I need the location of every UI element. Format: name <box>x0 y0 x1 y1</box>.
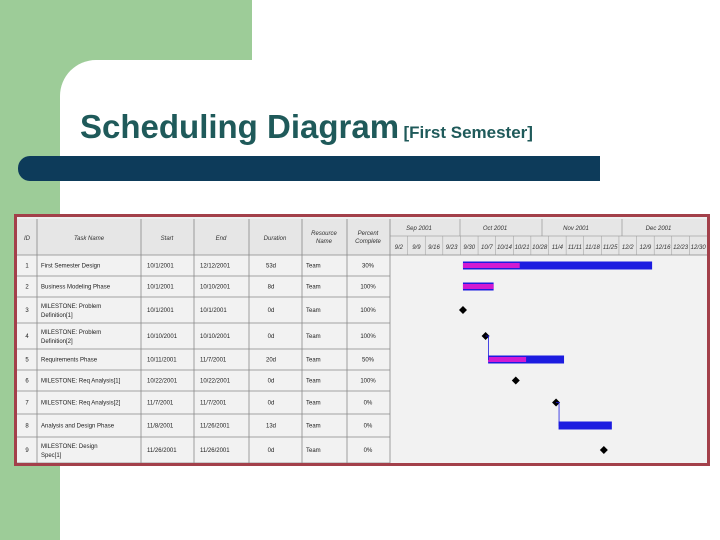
week-label: 11/18 <box>585 245 600 251</box>
row-id: 3 <box>25 308 29 314</box>
task-percent: 100% <box>360 308 376 314</box>
task-percent: 100% <box>360 284 376 291</box>
task-duration: 13d <box>265 423 277 430</box>
task-end: 10/22/2001 <box>200 378 231 385</box>
task-name: Business Modeling Phase <box>41 284 111 291</box>
week-label: 12/9 <box>639 245 652 251</box>
task-duration: 0d <box>267 378 275 385</box>
week-label: 9/2 <box>394 245 403 251</box>
task-start: 10/11/2001 <box>147 357 177 364</box>
row-id: 2 <box>25 284 29 291</box>
week-label: 11/11 <box>567 245 582 251</box>
week-label: 12/16 <box>655 245 671 251</box>
task-percent: 50% <box>361 357 375 364</box>
row-id: 7 <box>25 400 29 407</box>
task-name: Requirements Phase <box>41 357 98 364</box>
task-duration: 0d <box>267 448 275 454</box>
task-resource: Team <box>306 423 321 430</box>
title-sub: [First Semester] <box>403 123 533 142</box>
month-label: Dec 2001 <box>645 226 672 232</box>
task-bar <box>559 422 612 430</box>
row-id: 1 <box>25 263 29 270</box>
week-label: 9/16 <box>428 245 440 251</box>
task-name: MILESTONE: Problem <box>41 304 102 310</box>
task-percent: 100% <box>360 378 376 385</box>
week-label: 10/28 <box>532 245 548 251</box>
task-start: 10/1/2001 <box>147 308 174 314</box>
column-header: Task Name <box>73 236 105 242</box>
week-label: 11/25 <box>602 245 618 251</box>
task-start: 11/7/2001 <box>147 400 174 407</box>
title-underline-bar <box>18 156 600 181</box>
column-header: ID <box>24 236 30 242</box>
task-end: 11/7/2001 <box>200 357 227 364</box>
week-label: 10/21 <box>514 245 530 251</box>
task-start: 10/1/2001 <box>147 263 174 270</box>
title-main: Scheduling Diagram <box>80 108 400 145</box>
task-end: 11/7/2001 <box>200 400 227 407</box>
column-header: Duration <box>263 236 287 242</box>
task-name: Definition[1] <box>41 313 73 319</box>
week-label: 12/30 <box>690 245 706 251</box>
task-resource: Team <box>306 448 321 454</box>
row-id: 9 <box>25 448 29 454</box>
column-header: Percent <box>357 231 379 237</box>
task-start: 10/10/2001 <box>147 334 178 340</box>
task-start: 11/26/2001 <box>147 448 177 454</box>
task-resource: Team <box>306 308 321 314</box>
task-start: 10/1/2001 <box>147 284 174 291</box>
task-start: 10/22/2001 <box>147 378 178 385</box>
task-end: 12/12/2001 <box>200 263 231 270</box>
month-label: Sep 2001 <box>406 226 432 232</box>
gantt-svg <box>17 217 707 463</box>
task-end: 10/1/2001 <box>200 308 227 314</box>
task-resource: Team <box>306 263 321 270</box>
task-name: MILESTONE: Req Analysis[2] <box>41 400 121 407</box>
task-duration: 53d <box>265 263 277 270</box>
column-header: Resource <box>311 231 337 237</box>
row-id: 4 <box>25 334 29 340</box>
task-duration: 0d <box>267 334 275 340</box>
column-header: Start <box>160 236 174 242</box>
task-resource: Team <box>306 357 321 364</box>
month-label: Oct 2001 <box>482 226 508 232</box>
task-duration: 0d <box>267 308 275 314</box>
task-resource: Team <box>306 334 321 340</box>
week-label: 10/7 <box>481 245 493 251</box>
task-name: MILESTONE: Req Analysis[1] <box>41 378 121 385</box>
week-label: 9/30 <box>463 245 476 251</box>
week-label: 12/23 <box>673 245 689 251</box>
task-progress-bar <box>488 357 526 362</box>
task-end: 10/10/2001 <box>200 284 231 291</box>
week-label: 11/4 <box>551 245 563 251</box>
task-name: MILESTONE: Problem <box>41 330 102 336</box>
task-percent: 0% <box>363 400 373 407</box>
gantt-chart <box>14 214 710 466</box>
page-title <box>80 108 533 146</box>
table-header-bg <box>17 219 390 255</box>
task-progress-bar <box>463 284 494 289</box>
row-id: 5 <box>25 357 29 364</box>
week-label: 12/2 <box>621 245 634 251</box>
task-end: 11/26/2001 <box>200 423 230 430</box>
row-id: 8 <box>25 423 29 430</box>
week-label: 9/23 <box>445 245 458 251</box>
task-name: Spec[1] <box>41 453 62 459</box>
task-name: Definition[2] <box>41 339 73 345</box>
task-duration: 0d <box>267 400 275 407</box>
task-start: 11/8/2001 <box>147 423 174 430</box>
task-percent: 100% <box>360 334 376 340</box>
task-end: 11/26/2001 <box>200 448 230 454</box>
task-resource: Team <box>306 284 321 291</box>
task-percent: 0% <box>363 423 373 430</box>
task-resource: Team <box>306 378 321 385</box>
week-label: 10/14 <box>496 245 512 251</box>
task-progress-bar <box>463 263 520 268</box>
week-label: 9/9 <box>412 245 421 251</box>
task-name: MILESTONE: Design <box>41 444 98 450</box>
task-resource: Team <box>306 400 321 407</box>
task-name: First Semester Design <box>41 263 101 270</box>
column-header: Complete <box>355 239 381 245</box>
month-label: Nov 2001 <box>563 226 589 232</box>
task-duration: 8d <box>267 284 275 291</box>
task-percent: 0% <box>363 448 373 454</box>
column-header: End <box>215 236 227 242</box>
task-duration: 20d <box>265 357 277 364</box>
row-id: 6 <box>25 378 29 385</box>
task-name: Analysis and Design Phase <box>41 423 115 430</box>
task-end: 10/10/2001 <box>200 334 231 340</box>
task-percent: 30% <box>361 263 375 270</box>
column-header: Name <box>315 239 333 245</box>
row-bg <box>17 391 707 414</box>
